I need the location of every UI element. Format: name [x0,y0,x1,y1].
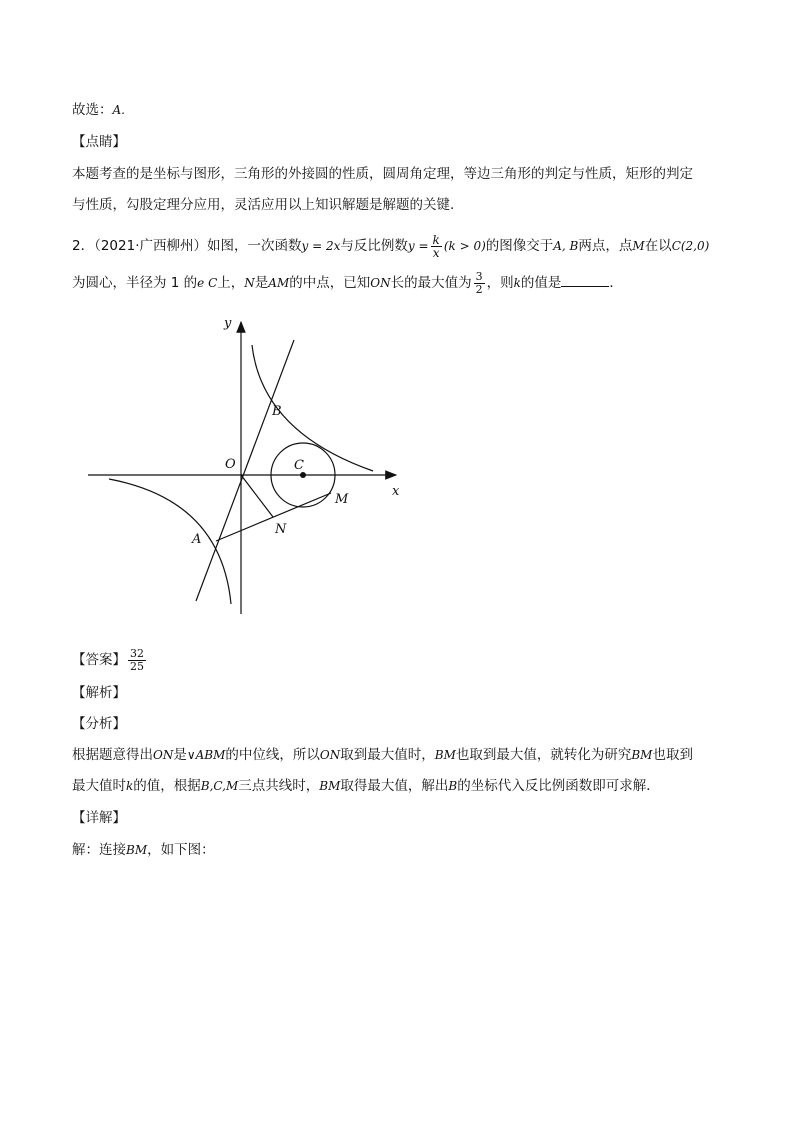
point-m: M [632,239,645,253]
hyperbola-branch-1 [252,345,373,471]
inverse-function-condition: (k > 0) [443,239,486,253]
segment-on: ON [153,748,174,762]
triangle-abm: ∨ABM [186,748,226,762]
point-n: N [244,276,255,290]
analysis-text: 的坐标代入反比例函数即可求解． [457,778,660,794]
analysis-text: 的中位线，所以 [225,747,320,763]
point-b: B [448,779,458,793]
geometry-figure [80,310,410,620]
label-x: x [392,484,400,499]
choice-answer: A. [112,103,125,117]
analysis-text: 也取到 [652,747,693,763]
choice-label: 故选： [72,102,113,118]
segment-bm: BM [126,843,148,857]
question-text: 在以 [644,238,672,254]
point-c: C(2,0) [671,239,710,253]
points-bcm: B,C,M [200,779,239,793]
variable-k: k [513,276,521,290]
linear-function: y = 2x [301,239,341,253]
fenxi-line-1 [72,745,693,765]
analysis-text: 取到最大值时， [340,747,435,763]
hyperbola-branch-2 [109,479,231,604]
answer-header: 【答案】 [72,652,126,668]
label-n: N [275,522,287,537]
fenxi-line-2 [72,776,660,796]
label-y: y [224,316,232,331]
fraction-denominator: 25 [130,659,144,673]
comment-line-1: 本题考查的是坐标与图形，三角形的外接圆的性质，圆周角定理，等边三角形的判定与性质，矩形的判定 [72,166,693,182]
question-number: 2．（2021·广西柳州）如图，一次函数 [72,238,302,254]
fraction-numerator: 32 [130,646,144,660]
segment-on: ON [370,276,391,290]
analysis-text: 根据题意得出 [72,747,153,763]
analysis-text: 也取到最大值，就转化为研究 [455,747,632,763]
question-text: 是 [254,275,269,291]
analysis-text: 的值，根据 [133,778,201,794]
segment-on: ON [319,748,341,762]
detail-header: 【详解】 [72,810,126,826]
question-text: 上， [217,275,245,291]
label-c: C [294,458,304,473]
question-end: ． [609,275,623,291]
question-line-2 [72,265,623,301]
max-value-fraction [474,271,485,296]
analysis-text: 取得最大值，解出 [340,778,449,794]
analysis-text: 最大值时 [72,778,126,794]
choice-line [72,100,125,120]
circle-c: e C [197,276,218,290]
segment-bm: BM [631,748,653,762]
answer-fraction [128,648,146,673]
question-text: 与反比例数 [340,238,408,254]
question-text: ，则 [486,275,514,291]
detail-text: 解：连接 [72,842,126,858]
fenxi-header: 【分析】 [72,716,126,732]
inverse-function-fraction [431,234,442,259]
inverse-function-left: y = [407,239,429,253]
comment-line-2: 与性质，勾股定理分应用，灵活应用以上知识解题是解题的关键. [72,197,455,213]
segment-am: AM [268,276,290,290]
fraction-denominator: x [432,245,440,260]
detail-text: ，如下图： [147,842,215,858]
detail-line [72,840,215,860]
variable-k: k [126,779,134,793]
fraction-denominator: 2 [475,282,483,296]
question-text: 长的最大值为 [390,275,472,291]
segment-on [241,475,273,517]
question-text: 的值是 [520,275,562,291]
answer-line [72,642,148,678]
label-m: M [335,492,349,507]
fraction-numerator: k [432,232,440,247]
question-text: 的中点，已知 [289,275,371,291]
analysis-header: 【解析】 [72,685,126,701]
analysis-text: 三点共线时， [238,778,320,794]
segment-bm: BM [319,779,341,793]
question-line-1 [72,228,709,264]
label-b: B [272,404,282,419]
line-y-2x [196,340,294,601]
analysis-text: 是 [173,747,187,763]
question-text: 为圆心，半径为 1 的 [72,275,198,291]
segment-bm: BM [434,748,456,762]
label-o: O [225,457,236,472]
answer-blank [561,272,609,287]
comment-header: 【点睛】 [72,134,126,150]
question-text: 的图像交于 [485,238,554,254]
fraction-numerator: 3 [475,269,483,283]
points-ab: A, B [553,239,579,253]
question-text: 两点，点 [578,238,633,254]
label-a: A [192,532,202,547]
